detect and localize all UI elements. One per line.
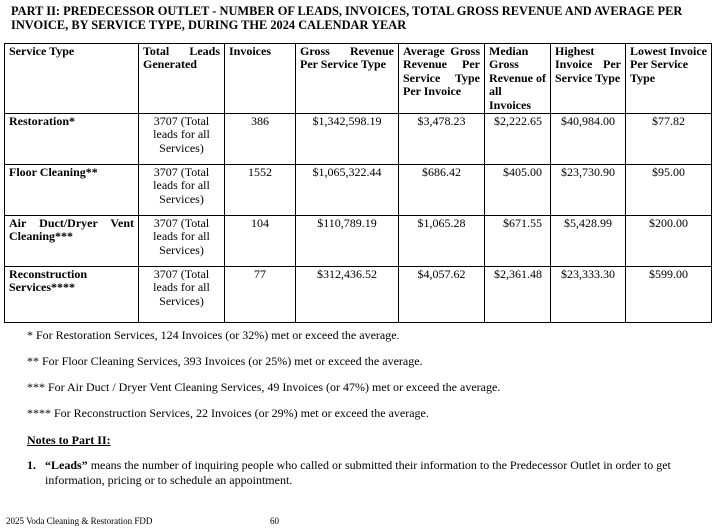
lowest-invoice-cell: $599.00 xyxy=(626,267,712,323)
gross-revenue-cell: $110,789.19 xyxy=(296,216,399,267)
gross-revenue-cell: $1,065,322.44 xyxy=(296,165,399,216)
note-text xyxy=(45,458,717,488)
average-revenue-cell: $686.42 xyxy=(399,165,485,216)
footer-page-number: 60 xyxy=(270,516,279,526)
service-type-cell: Floor Cleaning** xyxy=(5,165,139,216)
lowest-invoice-cell: $77.82 xyxy=(626,114,712,165)
header-median-revenue: Median Gross Revenue of all Invoices xyxy=(485,44,551,114)
service-type-table xyxy=(4,43,712,323)
invoices-cell: 386 xyxy=(225,114,296,165)
footnote-restoration: * For Restoration Services, 124 Invoices (or 32%) met or exceed the average. xyxy=(27,328,400,342)
header-highest-invoice: Highest Invoice Per Service Type xyxy=(551,44,626,114)
lowest-invoice-cell: $95.00 xyxy=(626,165,712,216)
page-footer xyxy=(6,516,279,526)
service-type-cell: Reconstruction Services**** xyxy=(5,267,139,323)
header-invoices: Invoices xyxy=(225,44,296,114)
median-revenue-cell: $2,361.48 xyxy=(485,267,551,323)
leads-cell: 3707 (Total leads for all Services) xyxy=(139,114,225,165)
header-lowest-invoice: Lowest Invoice Per Service Type xyxy=(626,44,712,114)
highest-invoice-cell: $5,428.99 xyxy=(551,216,626,267)
gross-revenue-cell: $1,342,598.19 xyxy=(296,114,399,165)
average-revenue-cell: $1,065.28 xyxy=(399,216,485,267)
table-header-row xyxy=(5,44,712,114)
highest-invoice-cell: $23,333.30 xyxy=(551,267,626,323)
footnote-air-duct: *** For Air Duct / Dryer Vent Cleaning Services, 49 Invoices (or 47%) met or exceed the average. xyxy=(27,380,501,394)
footnote-reconstruction: **** For Reconstruction Services, 22 Invoices (or 29%) met or exceed the average. xyxy=(27,406,429,420)
invoices-cell: 1552 xyxy=(225,165,296,216)
average-revenue-cell: $3,478.23 xyxy=(399,114,485,165)
table-row xyxy=(5,165,712,216)
note-item xyxy=(27,458,717,488)
notes-heading: Notes to Part II: xyxy=(27,433,111,447)
lowest-invoice-cell: $200.00 xyxy=(626,216,712,267)
service-type-cell: Restoration* xyxy=(5,114,139,165)
median-revenue-cell: $2,222.65 xyxy=(485,114,551,165)
service-type-cell: Air Duct/Dryer Vent Cleaning*** xyxy=(5,216,139,267)
footnote-floor-cleaning: ** For Floor Cleaning Services, 393 Invoices (or 25%) met or exceed the average. xyxy=(27,354,423,368)
header-service-type: Service Type xyxy=(5,44,139,114)
median-revenue-cell: $405.00 xyxy=(485,165,551,216)
leads-cell: 3707 (Total leads for all Services) xyxy=(139,165,225,216)
header-gross-revenue: Gross Revenue Per Service Type xyxy=(296,44,399,114)
note-definition: means the number of inquiring people who called or submitted their information to the Predecessor Outlet in order to get information, pricing or to schedule an appointment. xyxy=(45,458,671,487)
median-revenue-cell: $671.55 xyxy=(485,216,551,267)
highest-invoice-cell: $40,984.00 xyxy=(551,114,626,165)
average-revenue-cell: $4,057.62 xyxy=(399,267,485,323)
note-number: 1. xyxy=(27,458,36,472)
table-row xyxy=(5,267,712,323)
leads-cell: 3707 (Total leads for all Services) xyxy=(139,267,225,323)
gross-revenue-cell: $312,436.52 xyxy=(296,267,399,323)
note-term: “Leads” xyxy=(45,458,88,472)
footer-document-title: 2025 Voda Cleaning & Restoration FDD xyxy=(6,516,153,526)
invoices-cell: 104 xyxy=(225,216,296,267)
invoices-cell: 77 xyxy=(225,267,296,323)
table-row xyxy=(5,216,712,267)
table-row xyxy=(5,114,712,165)
header-average-revenue: Average Gross Revenue Per Service Type Per Invoice xyxy=(399,44,485,114)
header-total-leads: Total Leads Generated xyxy=(139,44,225,114)
part-heading: PART II: PREDECESSOR OUTLET - NUMBER OF LEADS, INVOICES, TOTAL GROSS REVENUE AND AVERAGE PER INVOICE, BY SERVICE TYPE, DURING THE 2024 CALENDAR YEAR xyxy=(11,4,683,32)
highest-invoice-cell: $23,730.90 xyxy=(551,165,626,216)
leads-cell: 3707 (Total leads for all Services) xyxy=(139,216,225,267)
